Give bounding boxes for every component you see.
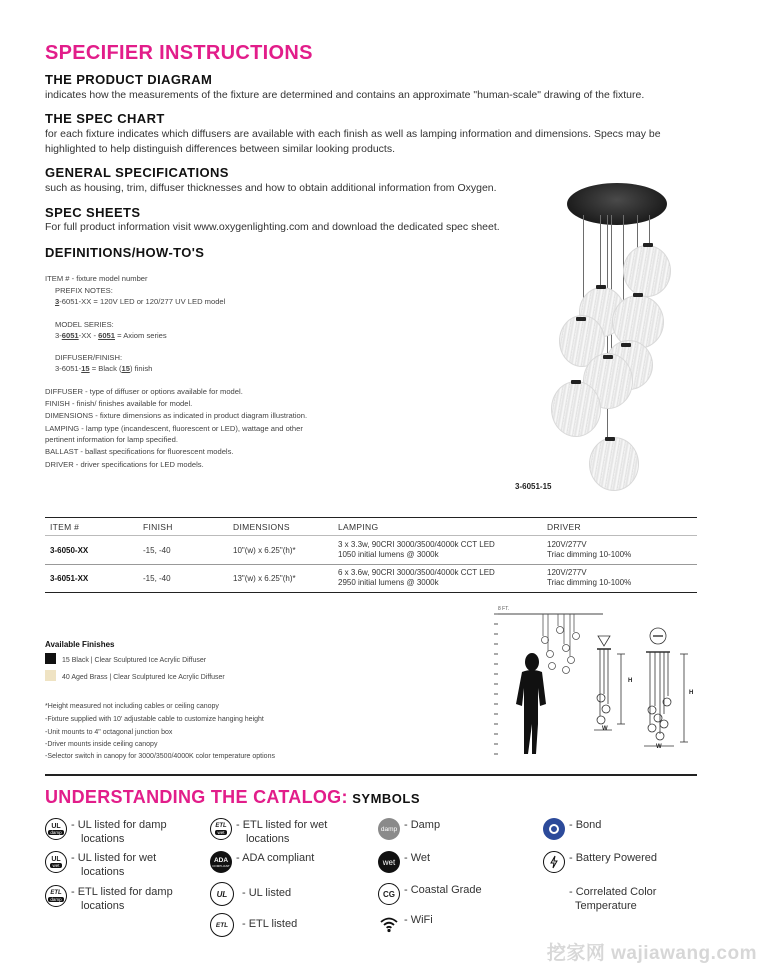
page-title: SPECIFIER INSTRUCTIONS: [45, 42, 313, 64]
scale-diagram-drawing: [488, 606, 703, 766]
table-cell-lamping: 3 x 3.3w, 90CRI 3000/3500/4000k CCT LED: [338, 540, 495, 549]
table-cell-lamping: 1050 initial lumens @ 3000k: [338, 550, 439, 559]
symbol-wet: wet - Wet: [378, 851, 430, 873]
catalog-title: UNDERSTANDING THE CATALOG: SYMBOLS: [45, 787, 421, 807]
model-series-label: MODEL SERIES:: [55, 320, 114, 329]
etl-wet-icon: ETL wet: [210, 818, 232, 840]
symbol-ul-wet: UL wet - UL listed for wet locations: [45, 851, 156, 879]
definition-line: FINISH - finish/ finishes available for model.: [45, 399, 193, 408]
coastal-icon: CG: [378, 883, 400, 905]
scale-label: 8 FT.: [498, 606, 510, 612]
table-cell-lamping: 6 x 3.6w, 90CRI 3000/3500/4000k CCT LED: [338, 568, 495, 577]
cct-icon: [543, 885, 565, 907]
symbol-etl-damp: ETL damp - ETL listed for damp locations: [45, 885, 173, 913]
wifi-icon: [378, 913, 400, 935]
width-label: W: [656, 744, 662, 750]
diffuser-finish-example: 3-6051-15 = Black (15) finish: [55, 364, 153, 373]
table-cell-dimensions: 13"(w) x 6.25"(h)*: [233, 574, 296, 583]
damp-icon: damp: [378, 818, 400, 840]
symbol-bond: - Bond: [543, 818, 601, 840]
table-header-lamping: LAMPING: [338, 522, 379, 532]
table-cell-driver: Triac dimming 10-100%: [547, 578, 632, 587]
finish-swatch-black: [45, 653, 56, 664]
etl-damp-icon: ETL damp: [45, 885, 67, 907]
symbol-ada: ADA COMPLIANT - ADA compliant: [210, 851, 314, 873]
ul-damp-icon: UL damp: [45, 818, 67, 840]
finish-swatch-aged-brass: [45, 670, 56, 681]
section-heading-product-diagram: THE PRODUCT DIAGRAM: [45, 72, 213, 87]
ul-listed-icon: UL: [210, 882, 234, 906]
diffuser-finish-label: DIFFUSER/FINISH:: [55, 353, 123, 362]
section-heading-spec-chart: THE SPEC CHART: [45, 111, 165, 126]
scale-diagram: [488, 606, 703, 766]
note-line: *Height measured not including cables or ceiling canopy: [45, 703, 219, 710]
symbol-etl-listed: ETL - ETL listed: [210, 913, 297, 937]
height-label: H: [689, 690, 694, 696]
section-body-spec-sheets: For full product information visit www.oxygenlighting.com and download the dedicated spec sheet.: [45, 221, 500, 233]
note-line: -Selector switch in canopy for 3000/3500/4000K color temperature options: [45, 753, 275, 760]
height-label: H: [628, 678, 633, 684]
ada-icon: ADA COMPLIANT: [210, 851, 232, 873]
definition-line: BALLAST - ballast specifications for fluorescent models.: [45, 447, 234, 456]
definition-line: LAMPING - lamp type (incandescent, fluorescent or LED), wattage and other: [45, 424, 303, 433]
definition-line: DRIVER - driver specifications for LED models.: [45, 460, 204, 469]
table-header-item: ITEM #: [50, 522, 80, 532]
table-header-driver: DRIVER: [547, 522, 581, 532]
diffuser-globe: [551, 381, 601, 437]
battery-icon: [543, 851, 565, 873]
table-cell-driver: 120V/277V: [547, 540, 587, 549]
table-cell-item: 3-6050-XX: [50, 546, 89, 555]
table-cell-driver: Triac dimming 10-100%: [547, 550, 632, 559]
section-body-spec-chart: for each fixture indicates which diffusers are available with each finish as well as lamping information and dimensions. Specs may be highlighted to help distinguish differences between similar looking products.: [45, 128, 661, 155]
section-body-product-diagram: indicates how the measurements of the fixture are determined and contains an approximate "human-scale" drawing of the fixture.: [45, 89, 645, 101]
finish-label: 15 Black | Clear Sculptured Ice Acrylic Diffuser: [62, 657, 207, 664]
table-cell-lamping: 2950 initial lumens @ 3000k: [338, 578, 439, 587]
note-line: -Fixture supplied with 10' adjustable cable to customize hanging height: [45, 716, 264, 723]
symbol-ul-listed: UL - UL listed: [210, 882, 291, 906]
symbol-ul-damp: UL damp - UL listed for damp locations: [45, 818, 167, 846]
symbol-battery: - Battery Powered: [543, 851, 657, 873]
width-label: W: [602, 726, 608, 732]
table-header-dimensions: DIMENSIONS: [233, 522, 290, 532]
table-cell-finish: -15, -40: [143, 574, 171, 583]
definition-line: DIFFUSER - type of diffuser or options available for model.: [45, 387, 243, 396]
table-cell-dimensions: 10"(w) x 6.25"(h)*: [233, 546, 296, 555]
section-heading-general-specs: GENERAL SPECIFICATIONS: [45, 165, 229, 180]
model-series-example: 3-6051-XX - 6051 = Axiom series: [55, 331, 167, 340]
note-line: -Driver mounts inside ceiling canopy: [45, 741, 158, 748]
symbol-coastal: CG - Coastal Grade: [378, 883, 482, 905]
watermark: 挖家网 wajiawang.com: [546, 943, 757, 964]
finish-label: 40 Aged Brass | Clear Sculptured Ice Acrylic Diffuser: [62, 674, 225, 681]
definition-line: pertinent information for lamp specified.: [45, 435, 178, 444]
diffuser-globe: [623, 245, 671, 297]
prefix-notes-label: PREFIX NOTES:: [55, 286, 113, 295]
symbol-damp: damp - Damp: [378, 818, 440, 840]
wet-icon: wet: [378, 851, 400, 873]
table-cell-item: 3-6051-XX: [50, 574, 89, 583]
note-line: -Unit mounts to 4" octagonal junction box: [45, 729, 173, 736]
finishes-title: Available Finishes: [45, 640, 115, 649]
section-heading-definitions: DEFINITIONS/HOW-TO'S: [45, 245, 205, 260]
definition-line: DIMENSIONS - fixture dimensions as indicated in product diagram illustration.: [45, 411, 308, 420]
etl-listed-icon: ETL: [210, 913, 234, 937]
symbol-wifi: - WiFi: [378, 913, 433, 935]
ul-wet-icon: UL wet: [45, 851, 67, 873]
bond-icon: [543, 818, 565, 840]
table-header-finish: FINISH: [143, 522, 173, 532]
prefix-notes-example: 3-6051-XX = 120V LED or 120/277 UV LED model: [55, 297, 226, 306]
definition-item: ITEM # - fixture model number: [45, 274, 148, 283]
product-model-label: 3-6051-15: [515, 482, 552, 491]
symbol-cct: - Correlated Color Temperature: [543, 885, 656, 913]
section-heading-spec-sheets: SPEC SHEETS: [45, 205, 141, 220]
symbol-etl-wet: ETL wet - ETL listed for wet locations: [210, 818, 327, 846]
diffuser-globe: [589, 437, 639, 491]
section-body-general-specs: such as housing, trim, diffuser thicknesses and how to obtain additional information from Oxygen.: [45, 182, 497, 194]
table-cell-driver: 120V/277V: [547, 568, 587, 577]
ceiling-canopy: [567, 183, 667, 225]
product-illustration: [545, 175, 715, 495]
table-cell-finish: -15, -40: [143, 546, 171, 555]
